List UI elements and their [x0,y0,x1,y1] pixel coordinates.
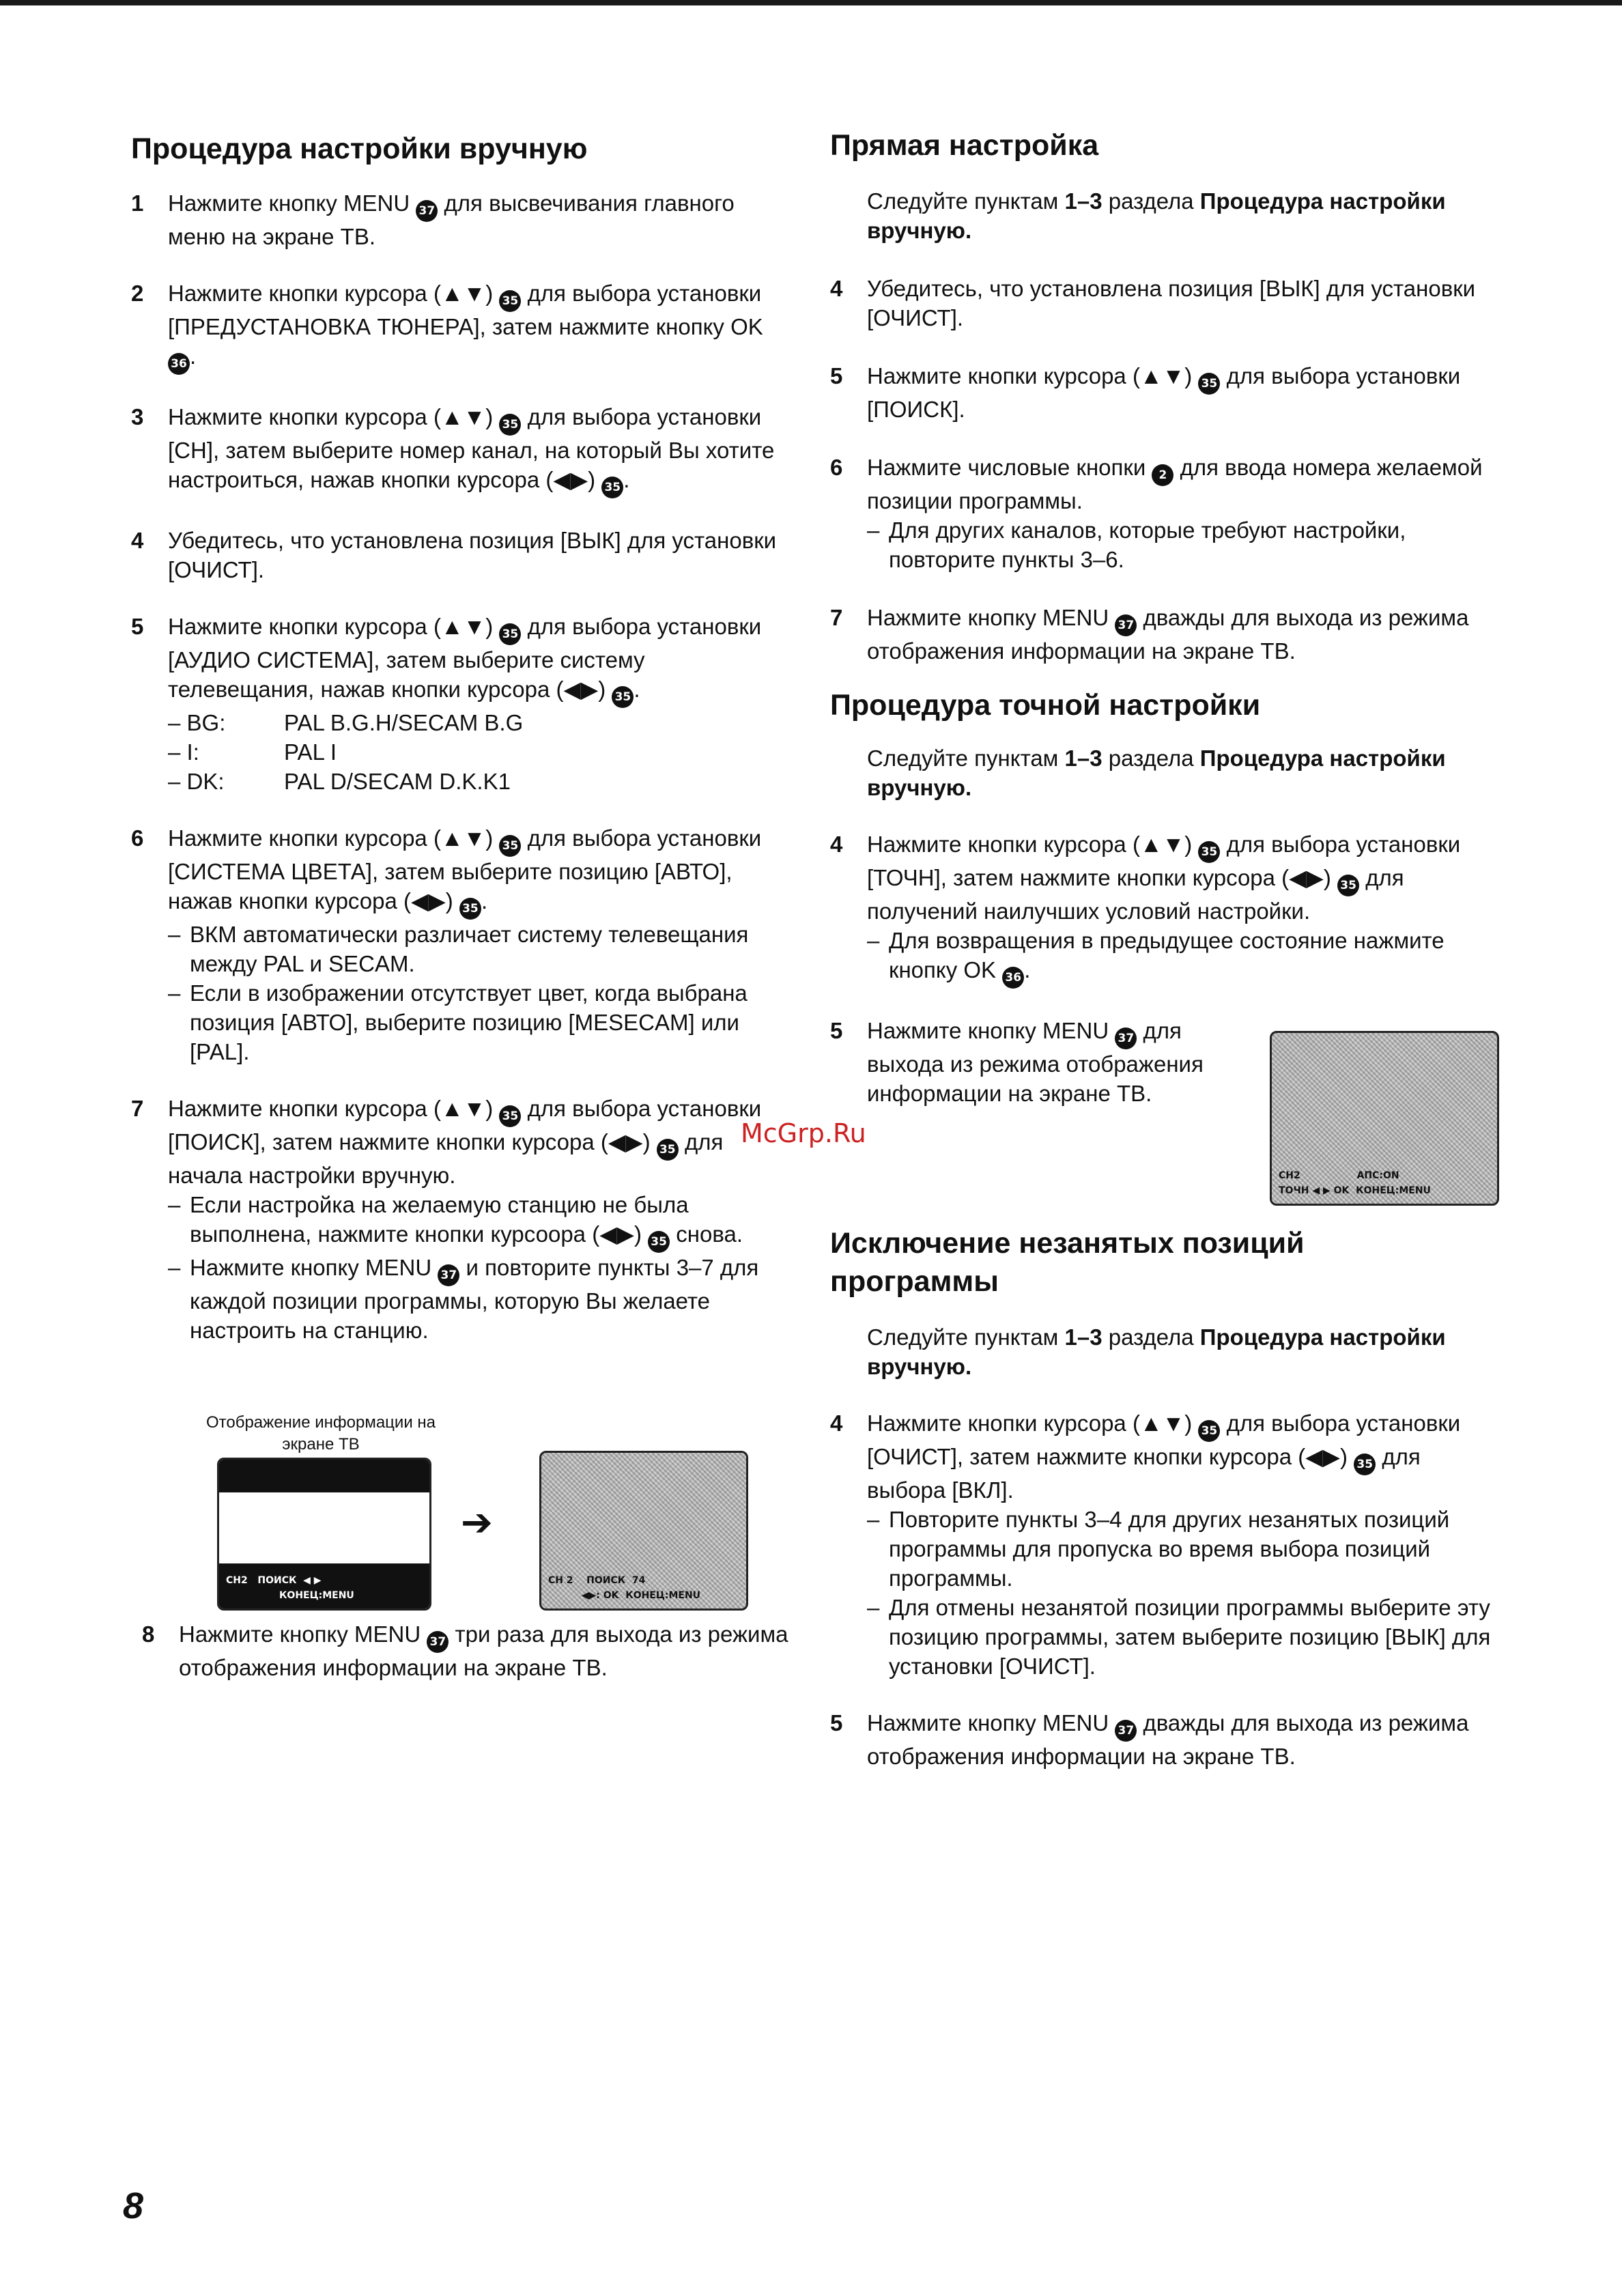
osd-text: CH2 АПС:ON ТОЧН ◀ ▶ OK КОНЕЦ:MENU [1279,1170,1431,1196]
step-5: 5 Нажмите кнопку MENU 37 дважды для выхода из режима отображения информации на экране ТВ. [830,1708,1499,1771]
cursor-button-icon: 35 [601,477,623,498]
step-7: 7 Нажмите кнопку MENU 37 дважды для выхода из режима отображения информации на экране ТВ. [830,603,1499,666]
menu-button-icon: 37 [438,1264,459,1286]
ok-button-icon: 36 [1002,967,1024,989]
step-4: 4 Нажмите кнопки курсора (▲▼) 35 для выбора установки [ОЧИСТ], затем нажмите кнопки курсора (◀▶) 35 для выбора [ВКЛ]. – Повторите пункты 3–4 для других незанятых позиций программы для пропуска во время выбора позиций программы. – Для отмены незанятой позиции программы выберите эту позицию программы, затем выберите позицию [ВЫК] для установки [ОЧИСТ]. [830,1408,1499,1681]
osd-text: CH 2 ПОИСК 74 ◀▶: OK КОНЕЦ:MENU [548,1575,701,1601]
step-6: 6 Нажмите числовые кнопки 2 для ввода номера желаемой позиции программы. – Для других каналов, которые требуют настройки, повторите пункты 3–6. [830,453,1499,574]
cursor-button-icon: 35 [1198,1420,1220,1442]
cursor-button-icon: 35 [1198,841,1220,863]
tv-screen-fine-tuning [1270,1031,1499,1206]
right-column [830,126,1499,1771]
cursor-button-icon: 35 [612,686,634,708]
step-number: 3 [131,404,144,429]
step-5: 5 Нажмите кнопку MENU 37 для выхода из режима отображения информации на экране ТВ. [830,1016,1249,1108]
step-number: 5 [830,363,843,388]
cursor-button-icon: 35 [499,835,521,857]
step-number: 6 [830,455,843,480]
left-column [131,130,786,1345]
step-note: – ВКМ автоматически различает систему телевещания между PAL и SECAM. [168,920,786,978]
step-number: 4 [830,832,843,857]
menu-button-icon: 37 [416,200,438,222]
step-number: 5 [830,1710,843,1735]
audio-system-table: – BG: PAL B.G.H/SECAM B.G – I: PAL I – DK: PAL D/SECAM D.K.K1 [168,710,524,794]
step-number: 7 [830,605,843,630]
step-number: 4 [830,1411,843,1436]
step-4: 4 Убедитесь, что установлена позиция [ВЫК] для установки [ОЧИСТ]. [830,274,1499,332]
cursor-button-icon: 35 [499,290,521,312]
step-note: – Для отмены незанятой позиции программы выберите эту позицию программы, затем выберите позицию [ВЫК] для установки [ОЧИСТ]. [867,1593,1499,1681]
step-number: 4 [131,528,144,553]
section-intro: Следуйте пунктам 1–3 раздела Процедура настройки вручную. [867,1324,1446,1379]
tv-screen-menu [217,1458,431,1611]
step-1: 1 Нажмите кнопку MENU 37 для высвечивания главного меню на экране ТВ. [131,188,786,251]
number-button-icon: 2 [1152,464,1173,486]
step-4: 4 Убедитесь, что установлена позиция [ВЫК] для установки [ОЧИСТ]. [131,526,786,584]
step-number: 7 [131,1096,144,1121]
step-number: 4 [830,276,843,301]
page-number: 8 [123,2185,144,2226]
step-note: – Для других каналов, которые требуют настройки, повторите пункты 3–6. [867,515,1499,574]
arrow-right-icon: ➔ [461,1501,493,1544]
step-note: – Для возвращения в предыдущее состояние нажмите кнопку OK 36 . [867,926,1499,989]
tv-screen-search [539,1451,748,1611]
osd-text: CH2 ПОИСК ◀ ▶ КОНЕЦ:MENU [226,1575,354,1601]
step-number: 2 [131,281,144,306]
cursor-button-icon: 35 [499,1105,521,1127]
menu-button-icon: 37 [1115,1720,1137,1742]
section-intro: Следуйте пунктам 1–3 раздела Процедура настройки вручную. [867,188,1446,243]
step-7: 7 Нажмите кнопки курсора (▲▼) 35 для выбора установки [ПОИСК], затем нажмите кнопки курсора (◀▶) 35 для начала настройки вручную. – Если настройка на желаемую станцию не была выполнена, нажмите кнопки курсоора (◀▶) 35 снова. – Нажмите кнопку MENU 37 и повторите пункты 3–7 для каждой позиции программы, которую Вы желаете настроить на станцию. [131,1094,786,1345]
figure-caption: Отображение информации на экране ТВ [205,1413,436,1454]
menu-button-icon: 37 [1115,1027,1137,1049]
section-title-direct-tuning: Прямая настройка [830,129,1099,162]
step-note: – Повторите пункты 3–4 для других незанятых позиций программы для пропуска во время выбора позиций программы. [867,1505,1499,1593]
step-number: 5 [830,1018,843,1043]
section-title-skip-positions: Исключение незанятых позиций программы [830,1227,1305,1298]
watermark: McGrp.Ru [741,1118,866,1148]
step-5: 5 Нажмите кнопки курсора (▲▼) 35 для выбора установки [АУДИО СИСТЕМА], затем выберите систему телевещания, нажав кнопки курсора (◀▶) 35 . – BG: PAL B.G.H/SECAM B.G – I: PAL I – DK: PAL D/SECAM D.K.K1 [131,612,786,796]
cursor-button-icon: 35 [1198,373,1220,395]
cursor-button-icon: 35 [1337,875,1359,896]
cursor-button-icon: 35 [499,414,521,436]
cursor-button-icon: 35 [1354,1454,1376,1475]
step-note: – Нажмите кнопку MENU 37 и повторите пункты 3–7 для каждой позиции программы, которую Вы желаете настроить на станцию. [168,1253,786,1345]
menu-button-icon: 37 [1115,614,1137,636]
page-top-border [0,0,1622,5]
step-note: – Если в изображении отсутствует цвет, когда выбрана позиция [АВТО], выберите позицию [MESECAM] или [PAL]. [168,978,786,1066]
step-5: 5 Нажмите кнопки курсора (▲▼) 35 для выбора установки [ПОИСК]. [830,361,1499,424]
step-number: 1 [131,190,144,216]
step-2: 2 Нажмите кнопки курсора (▲▼) 35 для выбора установки [ПРЕДУСТАНОВКА ТЮНЕРА], затем нажмите кнопку OK 36 . [131,279,786,375]
menu-button-icon: 37 [427,1631,449,1653]
cursor-button-icon: 35 [499,623,521,645]
ok-button-icon: 36 [168,353,190,375]
step-3: 3 Нажмите кнопки курсора (▲▼) 35 для выбора установки [CH], затем выберите номер канал, на который Вы хотите настроиться, нажав кнопки курсора (◀▶) 35 . [131,402,786,498]
step-8: 8 Нажмите кнопку MENU 37 три раза для выхода из режима отображения информации на экране ТВ. [142,1619,834,1682]
cursor-button-icon: 35 [459,898,481,920]
step-6: 6 Нажмите кнопки курсора (▲▼) 35 для выбора установки [СИСТЕМА ЦВЕТА], затем выберите позицию [АВТО], нажав кнопки курсора (◀▶) 35 . – ВКМ автоматически различает систему телевещания между PAL и SECAM. – Если в изображении отсутствует цвет, когда выбрана позиция [АВТО], выберите позицию [MESECAM] или [PAL]. [131,823,786,1066]
cursor-button-icon: 35 [657,1139,679,1161]
step-4: 4 Нажмите кнопки курсора (▲▼) 35 для выбора установки [ТОЧН], затем нажмите кнопки курсора (◀▶) 35 для получений наилучших условий настройки. – Для возвращения в предыдущее состояние нажмите кнопку OK 36 . [830,830,1499,989]
section-title-fine-tuning: Процедура точной настройки [830,689,1261,722]
step-number: 5 [131,614,144,639]
step-number: 8 [142,1621,155,1647]
section-intro: Следуйте пунктам 1–3 раздела Процедура настройки вручную. [867,746,1446,800]
step-note: – Если настройка на желаемую станцию не была выполнена, нажмите кнопки курсоора (◀▶) 35 снова. [168,1190,786,1253]
step-number: 6 [131,825,144,851]
section-title-manual-tuning: Процедура настройки вручную [131,132,588,165]
cursor-button-icon: 35 [648,1231,670,1253]
